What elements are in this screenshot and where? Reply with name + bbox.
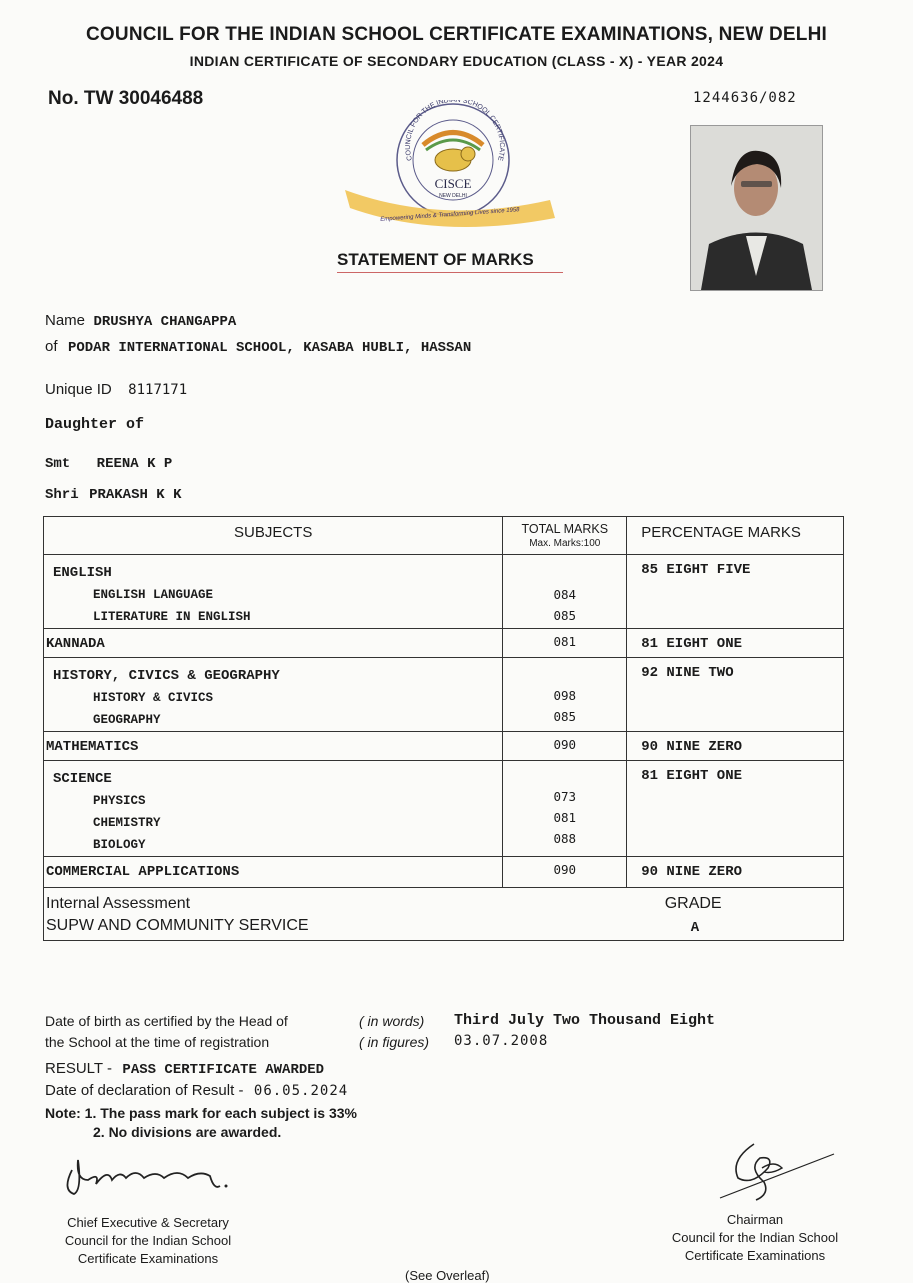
see-overleaf: (See Overleaf) xyxy=(405,1268,490,1283)
declaration-row xyxy=(45,1082,348,1100)
exam-heading: INDIAN CERTIFICATE OF SECONDARY EDUCATION (CLASS - X) - YEAR 2024 xyxy=(189,53,724,69)
mother-name: REENA K P xyxy=(96,456,173,472)
pct-science: 81 EIGHT ONE xyxy=(627,761,844,857)
father-row xyxy=(45,485,181,503)
marks-literature: 085 xyxy=(553,608,577,623)
dob-words: Third July Two Thousand Eight xyxy=(454,1012,716,1029)
table-row xyxy=(44,732,844,761)
of-label: of xyxy=(45,338,58,355)
declaration-date: 06.05.2024 xyxy=(253,1083,349,1099)
grade-label: GRADE xyxy=(664,895,722,912)
subpaper-literature: LITERATURE IN ENGLISH xyxy=(93,610,251,624)
chairman-line-3: Certificate Examinations xyxy=(684,1248,826,1263)
cisce-logo xyxy=(340,100,560,240)
father-label: Shri xyxy=(45,487,79,503)
subpaper-physics: PHYSICS xyxy=(93,794,146,808)
school-name: PODAR INTERNATIONAL SCHOOL, KASABA HUBLI, HASSAN xyxy=(67,340,472,356)
certificate-number: No. TW 30046488 xyxy=(48,88,204,109)
marks-kannada: 081 xyxy=(503,629,627,658)
chairman-title xyxy=(645,1211,865,1265)
relation-label: Daughter of xyxy=(45,416,145,433)
candidate-photo xyxy=(690,125,823,291)
table-row xyxy=(44,761,844,857)
candidate-name: DRUSHYA CHANGAPPA xyxy=(93,314,237,330)
council-heading: COUNCIL FOR THE INDIAN SCHOOL CERTIFICATE EXAMINATIONS, NEW DELHI xyxy=(86,24,827,45)
title-underline xyxy=(337,272,563,273)
secretary-line-2: Council for the Indian School xyxy=(64,1233,232,1248)
subpaper-geography: GEOGRAPHY xyxy=(93,713,161,727)
subject-commercial-applications: COMMERCIAL APPLICATIONS xyxy=(44,857,503,888)
pct-hcg: 92 NINE TWO xyxy=(627,658,844,732)
dob-figures: 03.07.2008 xyxy=(454,1033,549,1049)
note-1: Note: 1. The pass mark for each subject is 33% xyxy=(45,1105,358,1121)
result-value: PASS CERTIFICATE AWARDED xyxy=(122,1062,325,1078)
mother-row xyxy=(45,454,172,472)
name-label: Name xyxy=(45,312,86,329)
result-label: RESULT - xyxy=(45,1060,112,1077)
marks-table xyxy=(43,516,844,941)
pct-commercial-applications: 90 NINE ZERO xyxy=(627,857,844,888)
name-row xyxy=(45,312,236,330)
table-header-row xyxy=(44,517,844,555)
secretary-title xyxy=(38,1214,258,1268)
logo-tagline: Empowering Minds & Transforming Lives since 1958 xyxy=(380,207,520,223)
dob-label-2: the School at the time of registration xyxy=(45,1034,270,1050)
dob-label-1: Date of birth as certified by the Head of xyxy=(45,1013,288,1029)
chairman-line-2: Council for the Indian School xyxy=(671,1230,839,1245)
father-name: PRAKASH K K xyxy=(89,487,182,503)
secretary-signature xyxy=(60,1150,240,1208)
total-marks-header xyxy=(503,517,627,555)
subject-english: ENGLISH xyxy=(53,565,112,581)
logo-name: CISCE xyxy=(434,176,472,191)
internal-assessment-row xyxy=(44,888,844,941)
percentage-header: PERCENTAGE MARKS xyxy=(627,517,844,555)
declaration-label: Date of declaration of Result - xyxy=(45,1082,244,1099)
table-row xyxy=(44,629,844,658)
table-row xyxy=(44,857,844,888)
dob-figures-label: ( in figures) xyxy=(359,1034,430,1050)
subject-mathematics: MATHEMATICS xyxy=(44,732,503,761)
pct-english: 85 EIGHT FIVE xyxy=(627,555,844,629)
internal-assessment-label: Internal Assessment xyxy=(46,895,191,912)
marks-chemistry: 081 xyxy=(553,810,577,825)
uid-row xyxy=(45,381,187,399)
supw-label: SUPW AND COMMUNITY SERVICE xyxy=(46,917,309,934)
chairman-signature xyxy=(712,1138,842,1210)
chairman-line-1: Chairman xyxy=(726,1212,784,1227)
subject-hcg: HISTORY, CIVICS & GEOGRAPHY xyxy=(53,668,280,684)
marks-mathematics: 090 xyxy=(503,732,627,761)
note-2: 2. No divisions are awarded. xyxy=(93,1124,282,1140)
logo-city: NEW DELHI xyxy=(439,193,467,199)
statement-title: STATEMENT OF MARKS xyxy=(337,250,534,269)
dob-words-label: ( in words) xyxy=(359,1013,425,1029)
pct-kannada: 81 EIGHT ONE xyxy=(627,629,844,658)
subpaper-english-language: ENGLISH LANGUAGE xyxy=(93,588,214,602)
total-marks-label: TOTAL MARKS xyxy=(521,522,609,536)
marks-geography: 085 xyxy=(553,709,577,724)
max-marks-label: Max. Marks:100 xyxy=(529,538,601,549)
marks-commercial-applications: 090 xyxy=(503,857,627,888)
reference-number: 1244636/082 xyxy=(693,90,797,106)
secretary-line-3: Certificate Examinations xyxy=(77,1251,219,1266)
marks-physics: 073 xyxy=(553,789,577,804)
subpaper-biology: BIOLOGY xyxy=(93,838,146,852)
school-row xyxy=(45,338,471,356)
subpaper-chemistry: CHEMISTRY xyxy=(93,816,161,830)
result-row xyxy=(45,1060,324,1078)
unique-id: 8117171 xyxy=(128,382,188,398)
uid-label: Unique ID xyxy=(45,381,112,398)
marks-biology: 088 xyxy=(553,831,577,846)
subject-science: SCIENCE xyxy=(53,771,112,787)
logo-arc-text: COUNCIL FOR THE INDIAN SCHOOL CERTIFICATE xyxy=(404,100,506,162)
secretary-line-1: Chief Executive & Secretary xyxy=(67,1215,229,1230)
pct-mathematics: 90 NINE ZERO xyxy=(627,732,844,761)
subjects-header: SUBJECTS xyxy=(44,517,503,555)
mother-label: Smt xyxy=(45,456,71,472)
marks-english-language: 084 xyxy=(553,587,577,602)
table-row xyxy=(44,555,844,629)
grade-value: A xyxy=(690,920,700,936)
subject-kannada: KANNADA xyxy=(44,629,503,658)
subpaper-history-civics: HISTORY & CIVICS xyxy=(93,691,214,705)
table-row xyxy=(44,658,844,732)
marks-history-civics: 098 xyxy=(553,688,577,703)
